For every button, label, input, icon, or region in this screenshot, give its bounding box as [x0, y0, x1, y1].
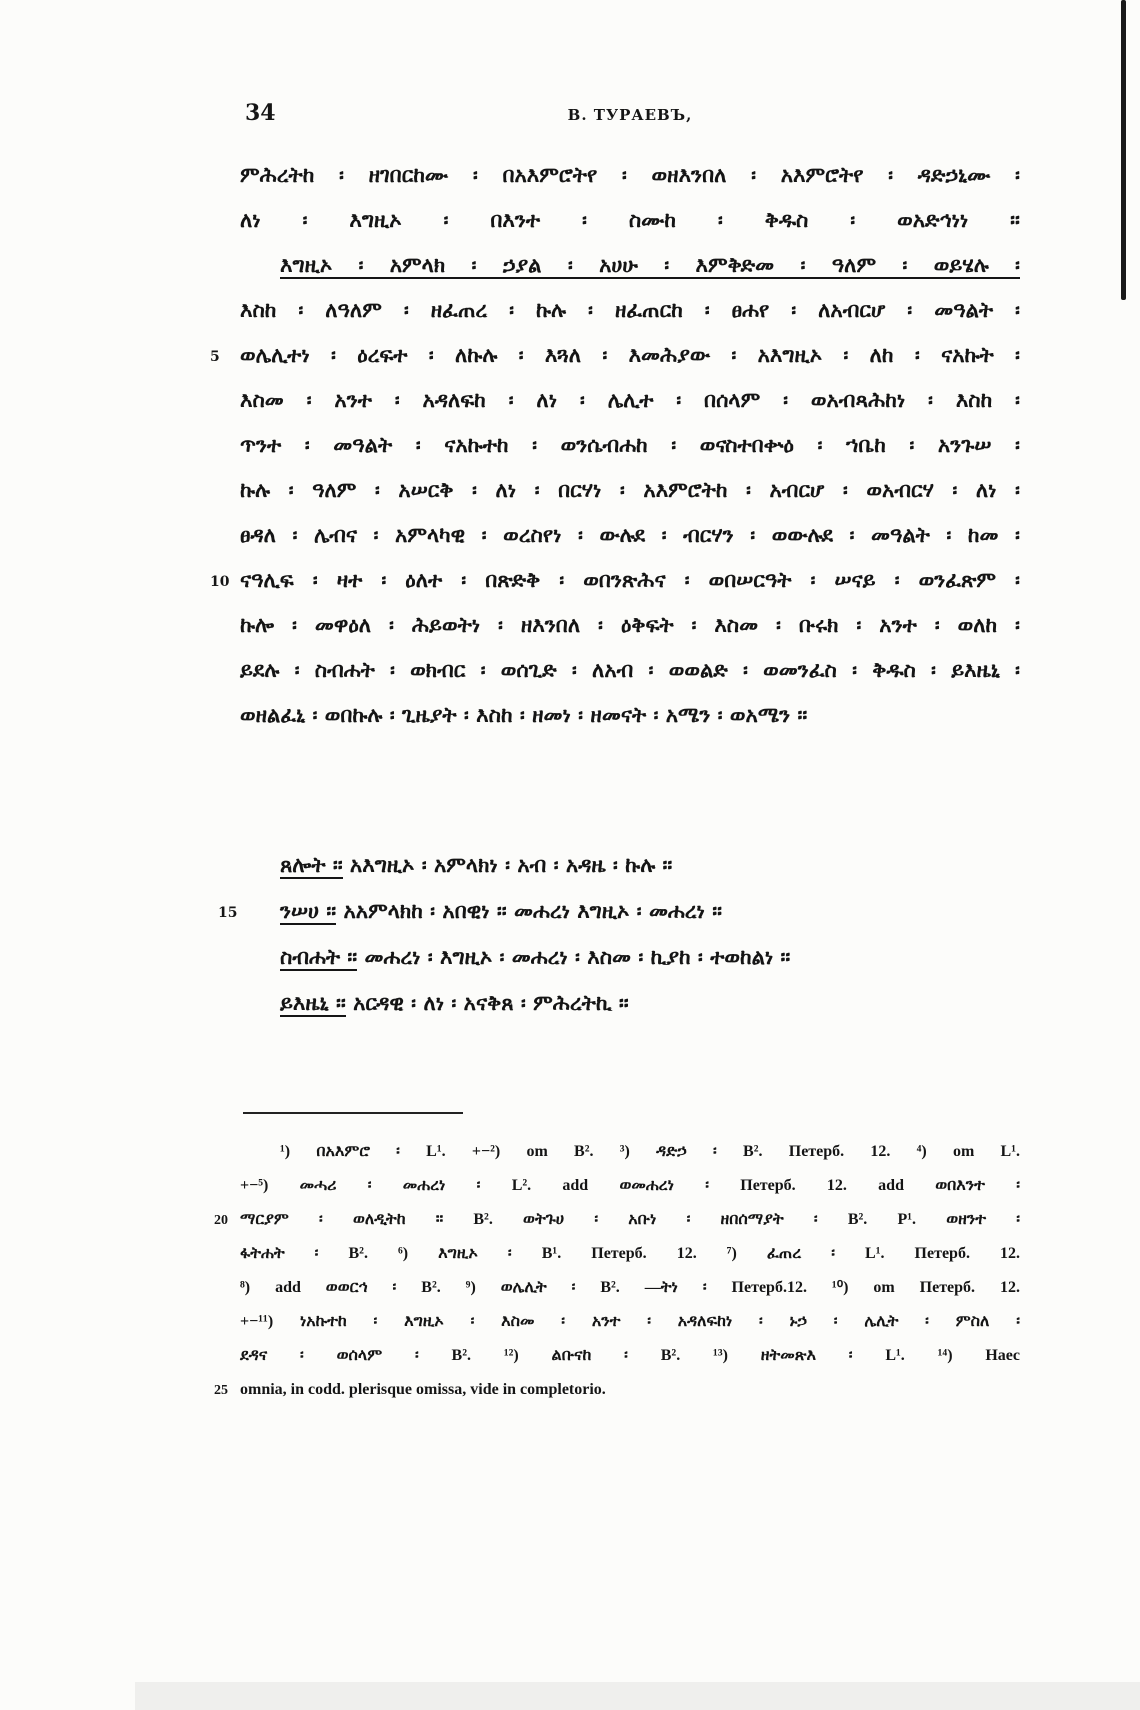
prayer-line [218, 896, 1020, 942]
footnote-line [240, 1242, 1020, 1276]
footnote-line [240, 1276, 1020, 1310]
prayer-label: ጸሎት ። [280, 852, 343, 877]
footnote-line [240, 1140, 1020, 1174]
footnote-text: ማርያም ፡ ወለዲትከ ። B². ወትጉሀ ፡ አቡነ ፡ ዘበሰማያት ፡ B². P¹. ወዘንተ ፡ [240, 1211, 1020, 1228]
line-text: እግዚኦ ፡ አምላክ ፡ ኃያል ፡ አሀሁ ፡ እምቅድመ ፡ ዓለም ፡ ወይሄሉ ፡ [280, 252, 1020, 277]
footnote-line [240, 1174, 1020, 1208]
prayer-text: አርዳዊ ፡ ለነ ፡ አናቅጸ ፡ ምሕረትኪ ። [345, 990, 629, 1015]
line-text: ኩሉ ፡ ዓለም ፡ አሠርቅ ፡ ለነ ፡ በርሃነ ፡ አእምሮትከ ፡ አብርሆ ፡ ወአብርሃ ፡ ለነ ፡ [240, 477, 1020, 502]
line-text: ምሕረትከ ፡ ዘገበርከሙ ፡ በአእምሮትየ ፡ ወዘእንበለ ፡ አእምሮትየ ፡ ዳድኃኒሙ ፡ [240, 162, 1020, 187]
prayer-label: ስብሐት ። [280, 944, 358, 969]
main-text [210, 160, 1020, 745]
scan-edge-line [1121, 0, 1126, 300]
line-text: ይደሉ ፡ ስብሐት ፡ ወክብር ፡ ወሰጊድ ፡ ለአብ ፡ ወወልድ ፡ ወመንፈስ ፡ ቅዱስ ፡ ይእዜኒ ፡ [240, 657, 1020, 682]
scan-bottom-band [135, 1682, 1140, 1710]
line-text: ለነ ፡ እግዚኦ ፡ በእንተ ፡ ስሙከ ፡ ቅዱስ ፡ ወአድኅነነ ። [240, 207, 1020, 232]
text-line [240, 700, 1020, 745]
text-line [210, 340, 1020, 385]
line-text: ኩሎ ፡ መዋዕለ ፡ ሕይወትነ ፡ ዘእንበለ ፡ ዕቅፍት ፡ እስመ ፡ ቡሩክ ፡ አንተ ፡ ወለከ ፡ [240, 612, 1020, 637]
line-text: እስመ ፡ አንተ ፡ አዳለፍከ ፡ ለነ ፡ ሌሊተ ፡ በሰላም ፡ ወአብጻሕከነ ፡ እስከ ፡ [240, 387, 1020, 412]
text-line [240, 250, 1020, 295]
text-line [240, 655, 1020, 700]
line-number: 20 [214, 1213, 228, 1228]
prayer-text: አእግዚኦ ፡ አምላክነ ፡ አብ ፡ አዳዜ ፡ ኩሉ ። [342, 852, 673, 877]
line-number: 25 [214, 1383, 228, 1398]
running-head: B. ТУРАЕВЪ, [567, 106, 693, 124]
line-text: ወሌሊተነ ፡ ዕረፍተ ፡ ለኩሉ ፡ እጓለ ፡ እመሕያው ፡ አእግዚኦ ፡ ለከ ፡ ናአኩት ፡ [240, 342, 1020, 367]
text-line [240, 295, 1020, 340]
text-line [240, 520, 1020, 565]
footnote-text: ደዳና ፡ ወሰላም ፡ B². ¹²) ልቡናከ ፡ B². ¹³) ዘትመጽእ ፡ L¹. ¹⁴) Haec [240, 1347, 1020, 1364]
prayer-label: ይእዜኒ ። [280, 990, 346, 1015]
text-line [210, 565, 1020, 610]
text-line [240, 205, 1020, 250]
line-text: ወዘልፈኒ ፡ ወበኩሉ ፡ ጊዜያት ፡ እስከ ፡ ዘመነ ፡ ዘመናት ፡ አሜን ፡ ወአሜን ። [240, 702, 808, 727]
line-number: 10 [210, 574, 230, 590]
line-text: ናዓሊፍ ፡ ዛተ ፡ ዕለተ ፡ በጽድቅ ፡ ወበንጽሕና ፡ ወበሠርዓት ፡ ሠናይ ፡ ወንፈጽም ፡ [240, 567, 1020, 592]
prayer-label: ንሠሀ ። [280, 898, 337, 923]
footnote-text: ¹) በአእምሮ ፡ L¹. +−²) om B². ³) ዳድኃ ፡ B². Петерб. 12. ⁴) om L¹. [280, 1143, 1020, 1160]
text-line [240, 385, 1020, 430]
footnote-text: +−¹¹) ነአኩተከ ፡ እግዚኦ ፡ እስመ ፡ አንተ ፡ አዳለፍከነ ፡ ኑኃ ፡ ሌሊት ፡ ምስለ ፡ [240, 1313, 1020, 1330]
prayer-line [240, 988, 1020, 1034]
footnote-line [214, 1208, 1020, 1242]
line-number: 5 [210, 349, 220, 365]
footnote-divider [243, 1112, 463, 1114]
line-text: ጥንተ ፡ መዓልት ፡ ናአኩተከ ፡ ወንሴብሐከ ፡ ወናስተበቍዕ ፡ ኀቤከ ፡ አንጉሠ ፡ [240, 432, 1020, 457]
prayer-line [240, 942, 1020, 988]
prayer-text: አአምላክከ ፡ አበዊነ ። መሐረነ እግዚኦ ፡ መሐረነ ። [336, 898, 723, 923]
text-line [240, 160, 1020, 205]
footnote-line [214, 1378, 1020, 1412]
text-line [240, 475, 1020, 520]
footnotes [214, 1140, 1020, 1412]
text-line [240, 610, 1020, 655]
prayer-list [218, 850, 1020, 1034]
footnote-line [240, 1344, 1020, 1378]
line-text: እስከ ፡ ለዓለም ፡ ዘፈጠረ ፡ ኩሉ ፡ ዘፈጠርከ ፡ ፀሐየ ፡ ለአብርሆ ፡ መዓልት ፡ [240, 297, 1020, 322]
line-text: ፀዳለ ፡ ሌብና ፡ አምላካዊ ፡ ወረስየነ ፡ ውሉደ ፡ ብርሃን ፡ ወውሉደ ፡ መዓልት ፡ ከመ ፡ [240, 522, 1020, 547]
page-header [245, 100, 1015, 130]
prayer-line [240, 850, 1020, 896]
page-number: 34 [245, 100, 276, 126]
footnote-line [240, 1310, 1020, 1344]
prayer-text: መሐረነ ፡ እግዚኦ ፡ መሐረነ ፡ እስመ ፡ ኪያከ ፡ ተወከልነ ። [357, 944, 791, 969]
footnote-text: ⁸) add ወወርኅ ፡ B². ⁹) ወሌሊት ፡ B². —ትነ ፡ Петерб.12. ¹⁰) om Петерб. 12. [240, 1279, 1020, 1296]
line-number: 15 [218, 905, 238, 921]
footnote-text: omnia, in codd. plerisque omissa, vide in completorio. [240, 1381, 606, 1398]
text-line [240, 430, 1020, 475]
footnote-text: ፋትሐት ፡ B². ⁶) እግዚኦ ፡ B¹. Петерб. 12. ⁷) ፈጠረ ፡ L¹. Петерб. 12. [240, 1245, 1020, 1262]
footnote-text: +−⁵) መሓሪ ፡ መሐረነ ፡ L². add ወመሐረነ ፡ Петерб. 12. add ወበእንተ ፡ [240, 1177, 1020, 1194]
